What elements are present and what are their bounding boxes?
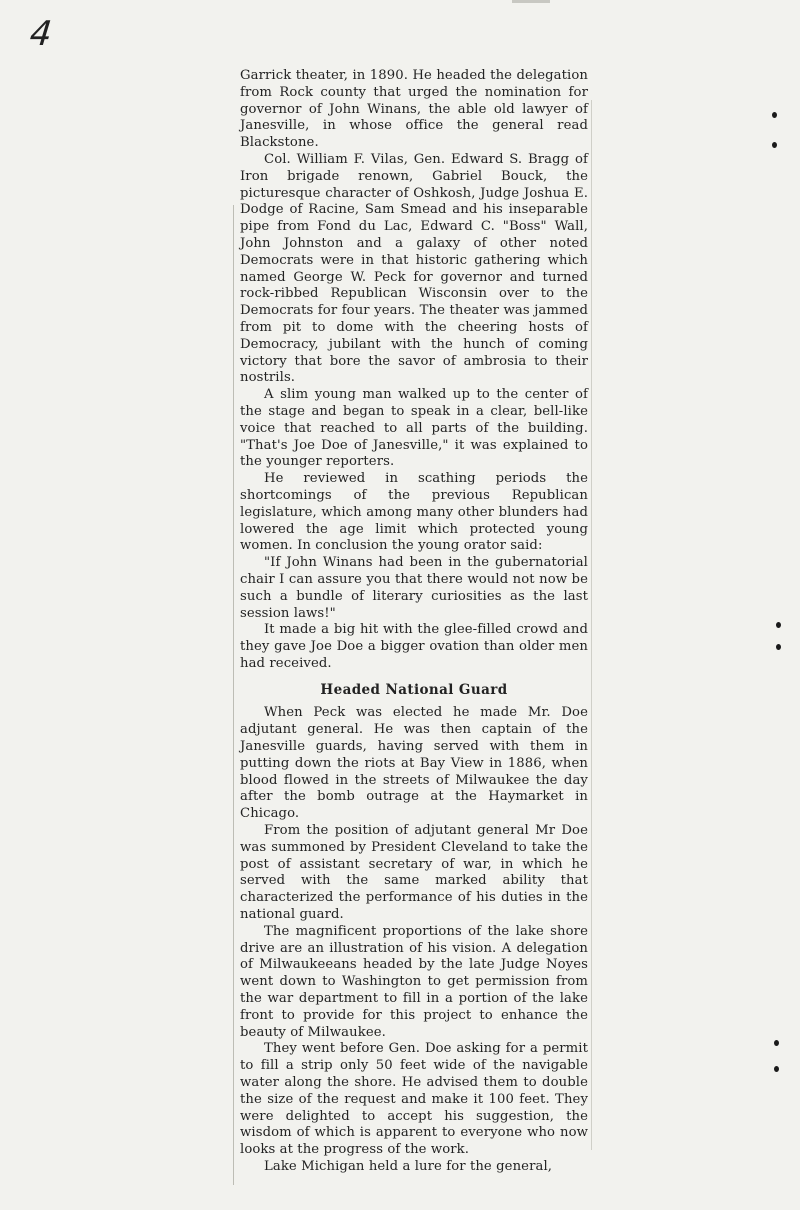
paragraph: Col. William F. Vilas, Gen. Edward S. Bragg of Iron brigade renown, Gabriel Bouck, the picturesque character of Oshkosh, Judge Joshua E. Dodge of Racine, Sam Smead and his inseparable pipe from Fond du Lac, Edward C. "Boss" Wall, John Johnston and a galaxy of other noted Democrats were in that historic gathering which named George W. Peck for governor and turned rock-ribbed Republican Wisconsin over to the Democrats for four years. The theater was jammed from pit to dome with the cheering hosts of Democracy, jubilant with the hunch of coming victory that bore the savor of ambrosia to their nostrils. bbox=[240, 151, 588, 386]
paragraph: From the position of adjutant general Mr Doe was summoned by President Cleveland to take the post of assistant secretary of war, in which he served with the same marked ability that characterized the performance of his duties in the national guard. bbox=[240, 823, 588, 923]
clipping-edge-left bbox=[233, 205, 234, 1185]
paragraph: He reviewed in scathing periods the shortcomings of the previous Republican legislature, which among many other blunders had lowered the age limit which protected young women. In conclusion the young orator said: bbox=[240, 471, 588, 554]
page-number: 4 bbox=[27, 14, 54, 54]
punch-hole bbox=[772, 112, 777, 118]
paragraph: They went before Gen. Doe asking for a permit to fill a strip only 50 feet wide of the navigable water along the shore. He advised them to double the size of the request and make it 100 feet. They were delighted to accept his suggestion, the wisdom of which is apparent to everyone who now looks at the progress of the work. bbox=[240, 1041, 588, 1158]
punch-hole bbox=[776, 644, 781, 650]
newspaper-clipping bbox=[240, 68, 588, 1176]
punch-hole bbox=[772, 142, 777, 148]
paragraph: It made a big hit with the glee-filled crowd and they gave Joe Doe a bigger ovation than older men had received. bbox=[240, 622, 588, 671]
paragraph: When Peck was elected he made Mr. Doe adjutant general. He was then captain of the Janesville guards, having served with them in putting down the riots at Bay View in 1886, when blood flowed in the streets of Milwaukee the day after the bomb outrage at the Haymarket in Chicago. bbox=[240, 705, 588, 822]
punch-hole bbox=[776, 622, 781, 628]
punch-hole bbox=[774, 1040, 779, 1046]
scan-edge-mark bbox=[512, 0, 550, 3]
paragraph: The magnificent proportions of the lake shore drive are an illustration of his vision. A delegation of Milwaukeeans headed by the late Judge Noyes went down to Washington to get permission from the war department to fill in a portion of the lake front to provide for this project to enhance the beauty of Milwaukee. bbox=[240, 923, 588, 1040]
clipping-edge-right bbox=[591, 100, 592, 1150]
punch-hole bbox=[774, 1066, 779, 1072]
paragraph: Lake Michigan held a lure for the general, bbox=[264, 1159, 553, 1174]
paragraph: A slim young man walked up to the center of the stage and began to speak in a clear, bell-like voice that reached to all parts of the building. "That's Joe Doe of Janesville," it was explained to the younger reporters. bbox=[240, 387, 588, 470]
paragraph: "If John Winans had been in the gubernatorial chair I can assure you that there would not now be such a bundle of literary curiosities as the last session laws!" bbox=[240, 555, 588, 621]
subheading: Headed National Guard bbox=[320, 681, 508, 698]
paragraph: Garrick theater, in 1890. He headed the delegation from Rock county that urged the nomination for governor of John Winans, the able old lawyer of Janesville, in whose office the general read Blackstone. bbox=[240, 68, 588, 151]
